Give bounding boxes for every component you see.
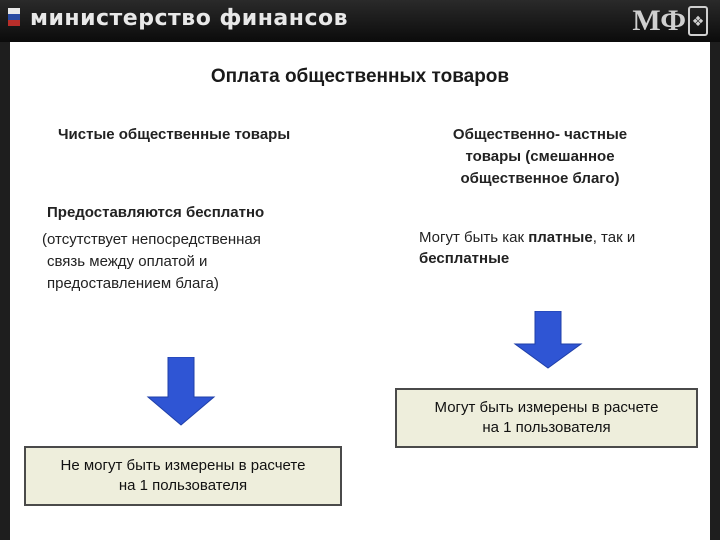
ministry-logo: [632, 4, 708, 38]
right-description: [419, 227, 699, 269]
down-arrow-right-icon: [513, 311, 583, 369]
header-bar: [0, 0, 720, 42]
right-text-mid: , так и: [592, 229, 636, 246]
right-text-free: бесплатные: [419, 250, 510, 267]
right-heading-line: товары (смешанное: [465, 148, 615, 165]
emblem-icon: ❖: [688, 6, 708, 36]
right-text-paid: платные: [528, 229, 593, 246]
left-heading: Чистые общественные товары: [58, 126, 291, 143]
left-description-line: связь между оплатой и: [47, 253, 208, 270]
right-box-line: Могут быть измерены в расчете: [434, 399, 659, 416]
left-box-line: на 1 пользователя: [118, 477, 248, 494]
right-heading-line: Общественно- частные: [452, 126, 628, 143]
left-box-line: Не могут быть измерены в расчете: [60, 457, 306, 474]
left-bold-line: Предоставляются бесплатно: [47, 204, 265, 221]
right-box-line: на 1 пользователя: [482, 419, 611, 436]
left-description-line: предоставлением блага): [47, 275, 219, 292]
left-result-box: [24, 446, 342, 506]
left-description-line: (отсутствует непосредственная: [42, 231, 261, 248]
slide-title: Оплата общественных товаров: [210, 66, 510, 87]
logo-text: МФ: [632, 4, 686, 37]
right-text-prefix: Могут быть как: [419, 229, 529, 246]
left-description: [42, 229, 342, 295]
right-result-box: [395, 388, 698, 448]
flag-icon: [8, 8, 20, 26]
right-heading: [420, 124, 660, 190]
down-arrow-left-icon: [146, 357, 216, 427]
right-heading-line: общественное благо): [460, 170, 620, 187]
ministry-title: министерство финансов: [30, 6, 349, 31]
